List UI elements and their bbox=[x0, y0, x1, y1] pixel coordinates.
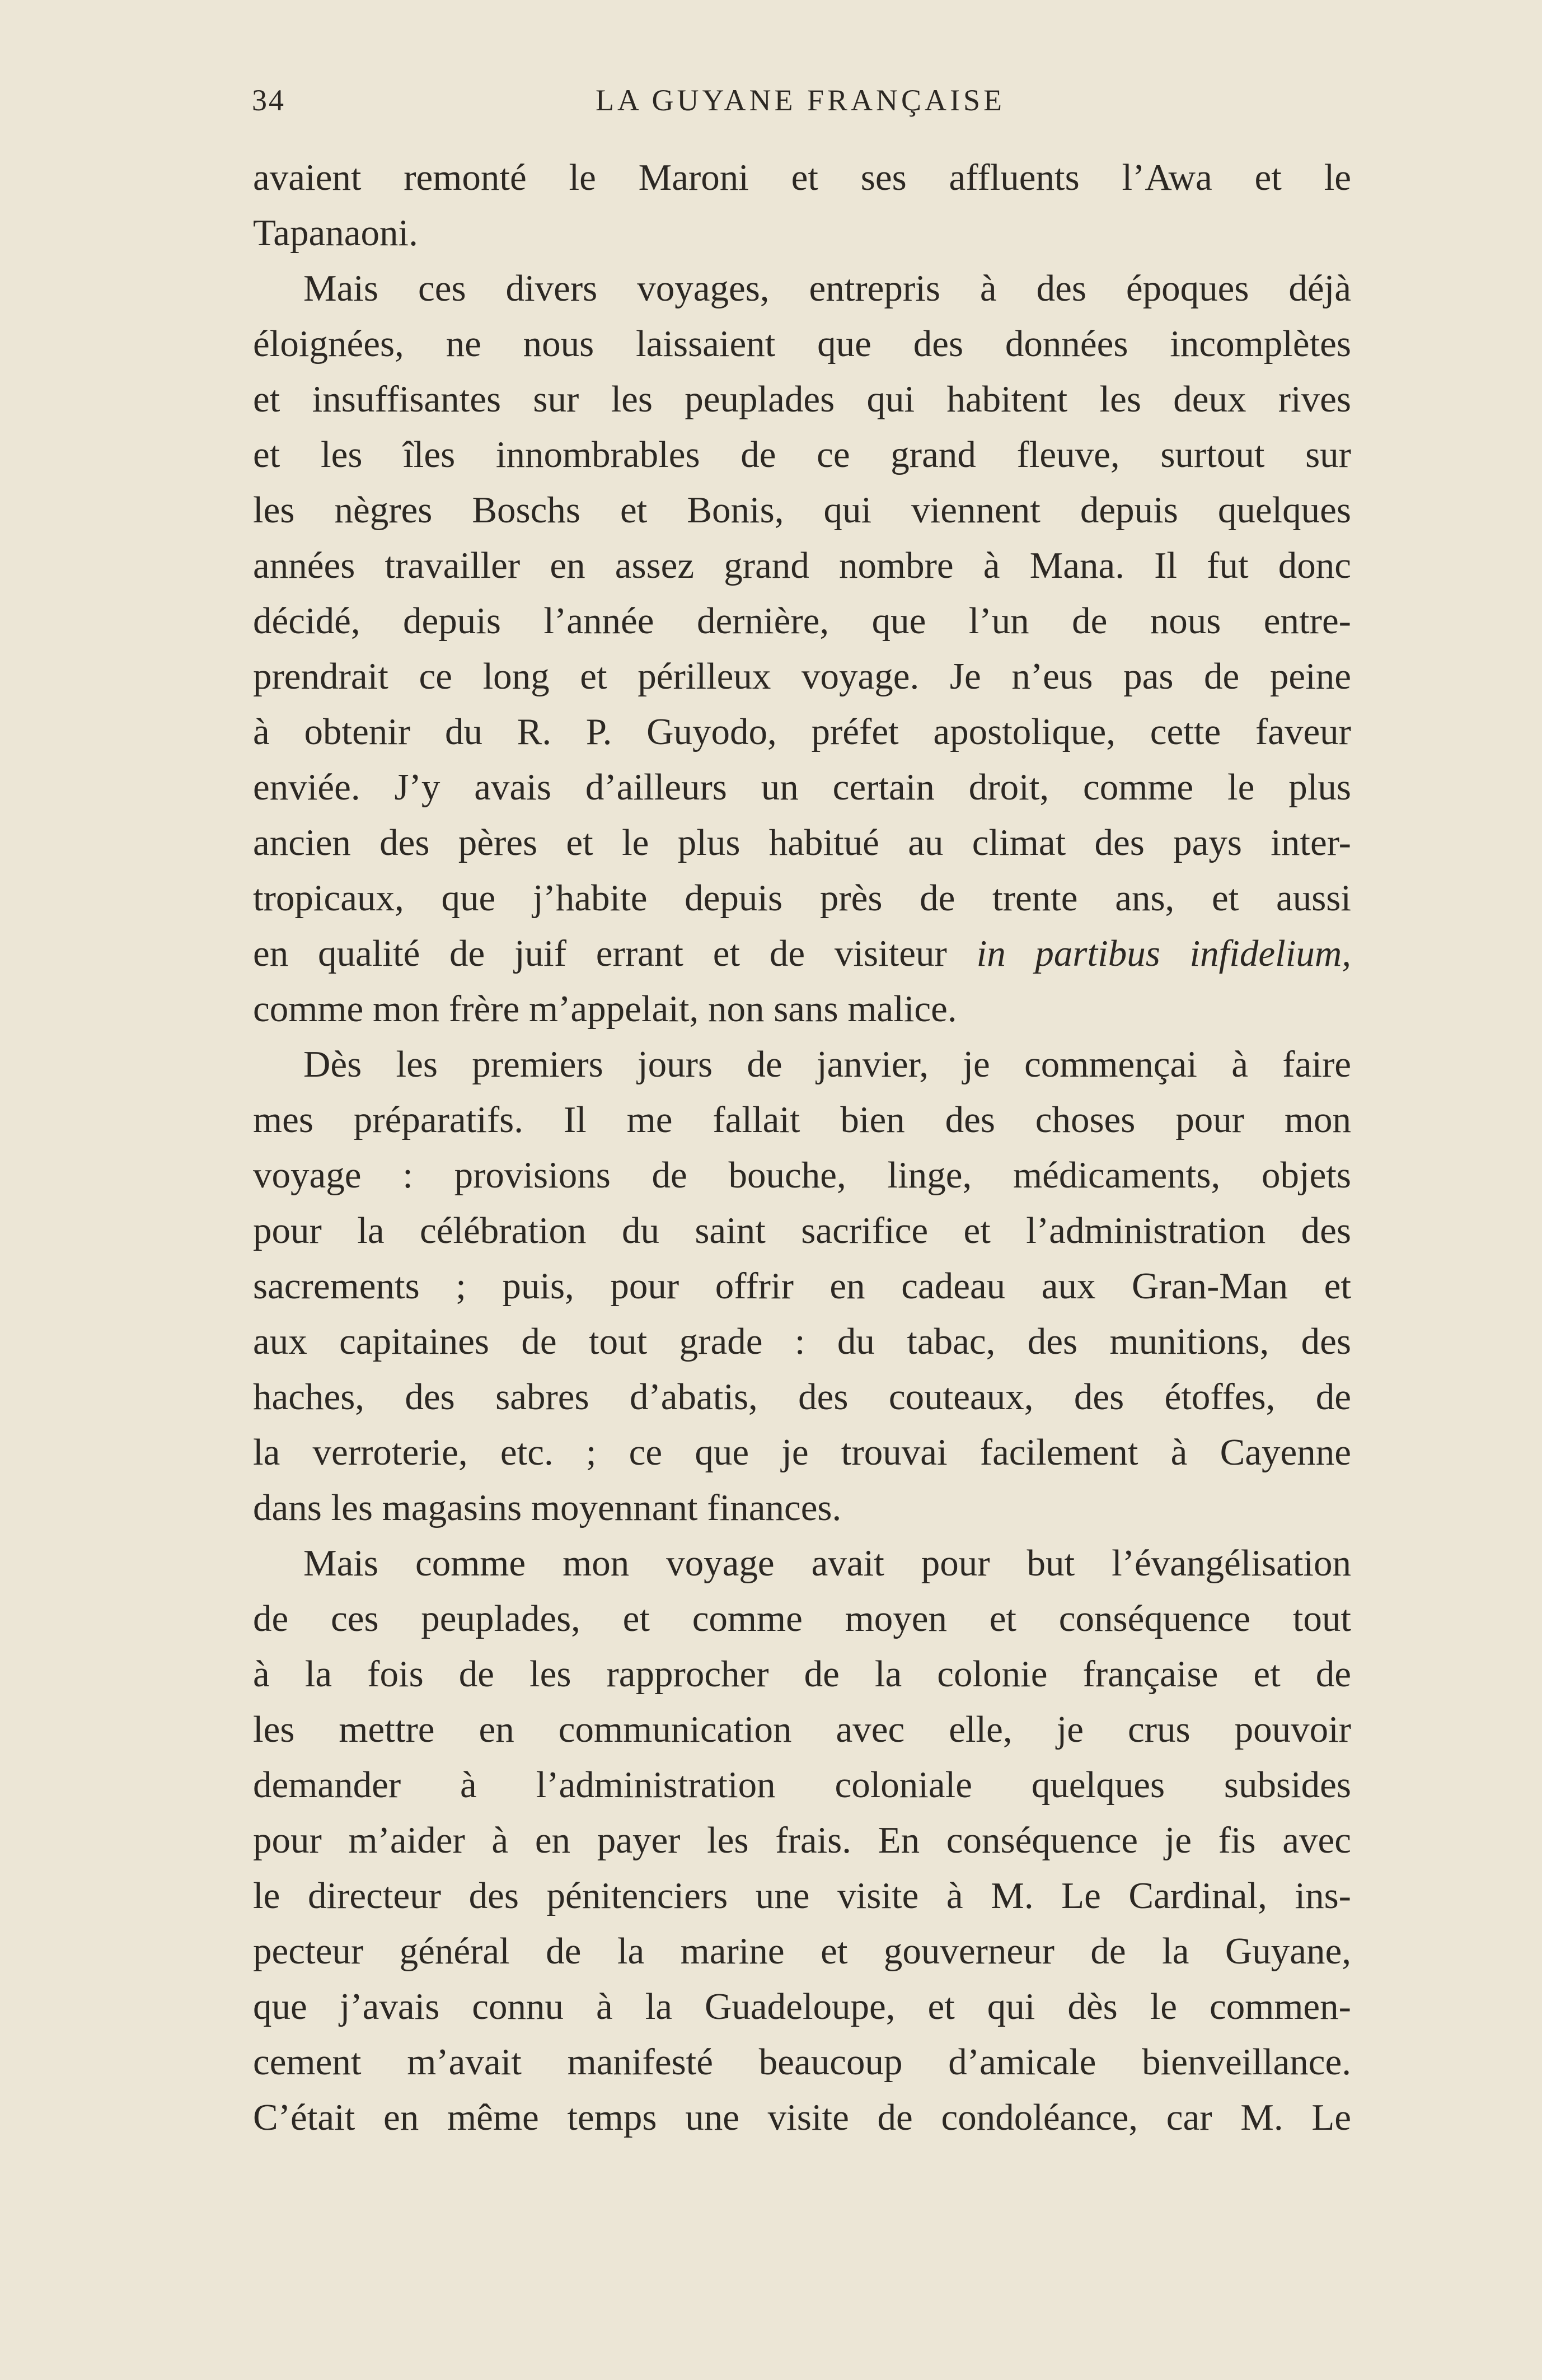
text-line: pour la célébration du saint sacrifice et l’administration des bbox=[253, 1210, 1351, 1251]
text-line: C’était en même temps une visite de condoléance, car M. Le bbox=[253, 2097, 1351, 2138]
text-line: décidé, depuis l’année dernière, que l’un de nous entre- bbox=[253, 600, 1351, 642]
text-line: les nègres Boschs et Bonis, qui viennent depuis quelques bbox=[253, 489, 1351, 531]
text-line: ancien des pères et le plus habitué au climat des pays inter- bbox=[253, 822, 1351, 863]
text-line: aux capitaines de tout grade : du tabac, des munitions, des bbox=[253, 1321, 1351, 1362]
text-line: années travailler en assez grand nombre à Mana. Il fut donc bbox=[253, 545, 1351, 586]
text-line: haches, des sabres d’abatis, des couteaux, des étoffes, de bbox=[253, 1376, 1351, 1418]
text-line: à la fois de les rapprocher de la colonie française et de bbox=[253, 1653, 1351, 1695]
text-line: que j’avais connu à la Guadeloupe, et qui dès le commen- bbox=[253, 1986, 1351, 2027]
text-line: sacrements ; puis, pour offrir en cadeau aux Gran-Man et bbox=[253, 1265, 1351, 1307]
text-line: avaient remonté le Maroni et ses affluents l’Awa et le bbox=[253, 157, 1351, 198]
text-line: de ces peuplades, et comme moyen et conséquence tout bbox=[253, 1598, 1351, 1639]
text-line: Mais comme mon voyage avait pour but l’évangélisation bbox=[303, 1542, 1351, 1584]
italic-phrase: in partibus infidelium, bbox=[976, 933, 1352, 974]
page-header bbox=[252, 83, 1349, 122]
text-line: à obtenir du R. P. Guyodo, préfet apostolique, cette faveur bbox=[253, 711, 1351, 752]
text-line: voyage : provisions de bouche, linge, médicaments, objets bbox=[253, 1154, 1351, 1196]
text-line: demander à l’administration coloniale quelques subsides bbox=[253, 1764, 1351, 1806]
text-line: Dès les premiers jours de janvier, je commençai à faire bbox=[303, 1044, 1351, 1085]
text-line-start: en qualité de juif errant et de visiteur bbox=[253, 933, 947, 974]
text-line: enviée. J’y avais d’ailleurs un certain droit, comme le plus bbox=[253, 766, 1351, 808]
text-line: comme mon frère m’appelait, non sans malice. bbox=[253, 988, 957, 1030]
text-line: dans les magasins moyennant finances. bbox=[253, 1487, 842, 1528]
text-line: pour m’aider à en payer les frais. En conséquence je fis avec bbox=[253, 1820, 1351, 1861]
running-title: LA GUYANE FRANÇAISE bbox=[595, 83, 1006, 117]
text-line: pecteur général de la marine et gouverneur de la Guyane, bbox=[253, 1930, 1351, 1972]
text-line: la verroterie, etc. ; ce que je trouvai facilement à Cayenne bbox=[253, 1432, 1351, 1473]
text-line: et insuffisantes sur les peuplades qui habitent les deux rives bbox=[253, 378, 1351, 420]
text-line: éloignées, ne nous laissaient que des données incomplètes bbox=[253, 323, 1351, 364]
text-line: le directeur des pénitenciers une visite à M. Le Cardinal, ins- bbox=[253, 1875, 1351, 1916]
text-line: les mettre en communication avec elle, je crus pouvoir bbox=[253, 1709, 1351, 1750]
text-line: prendrait ce long et périlleux voyage. Je n’eus pas de peine bbox=[253, 656, 1351, 697]
text-line: Mais ces divers voyages, entrepris à des époques déjà bbox=[303, 268, 1351, 309]
body-text bbox=[253, 150, 1351, 2145]
text-line: Tapanaoni. bbox=[253, 212, 418, 254]
text-line-with-italic bbox=[253, 926, 1351, 981]
text-line: et les îles innombrables de ce grand fleuve, surtout sur bbox=[253, 434, 1351, 475]
page-number: 34 bbox=[252, 83, 285, 117]
text-line: cement m’avait manifesté beaucoup d’amicale bienveillance. bbox=[253, 2041, 1351, 2083]
text-line: tropicaux, que j’habite depuis près de trente ans, et aussi bbox=[253, 877, 1351, 919]
text-line: mes préparatifs. Il me fallait bien des choses pour mon bbox=[253, 1099, 1351, 1140]
